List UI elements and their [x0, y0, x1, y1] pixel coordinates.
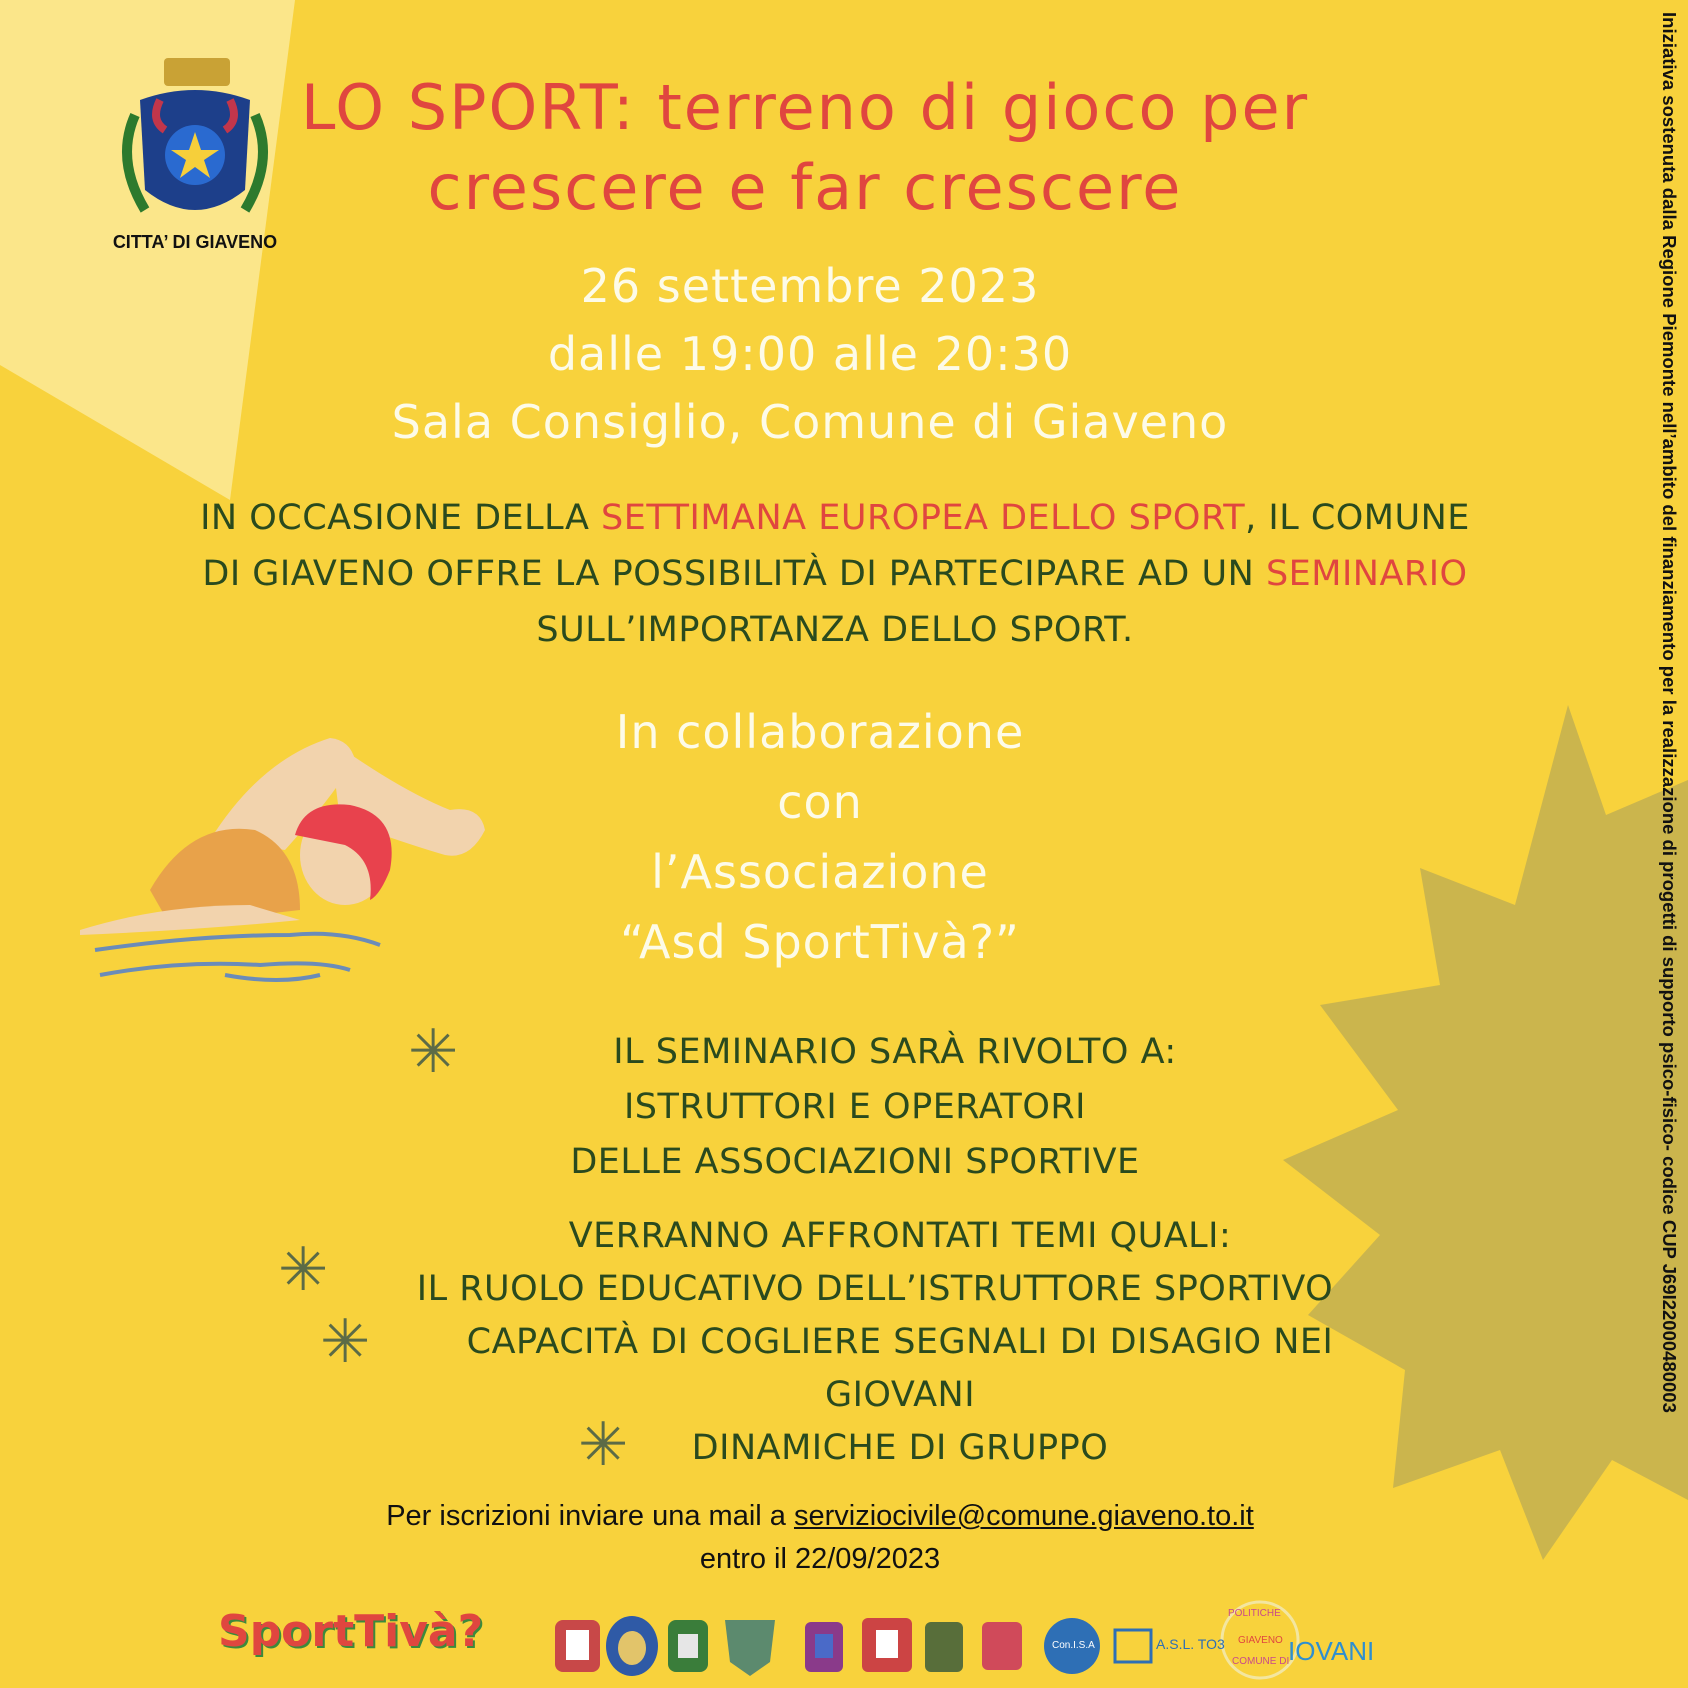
- collab-line-2: con: [777, 775, 863, 829]
- topic-item-3: DINAMICHE DI GRUPPO: [691, 1428, 1109, 1468]
- collab-line-4: “Asd SportTivà?”: [620, 915, 1020, 969]
- sportiva-logo-text: SportTivà?: [218, 1606, 484, 1657]
- municipal-crest-6: [862, 1618, 912, 1672]
- topic-item-2b: GIOVANI: [824, 1375, 976, 1415]
- collab-line-1: In collaborazione: [615, 705, 1025, 759]
- topic-item-2a: CAPACITÀ DI COGLIERE SEGNALI DI DISAGIO NEI: [466, 1322, 1334, 1362]
- title-line-1: LO SPORT: terreno di gioco per: [300, 71, 1310, 144]
- topic-item-1: IL RUOLO EDUCATIVO DELL’ISTRUTTORE SPORTIVO: [416, 1269, 1334, 1309]
- audience-line-3: DELLE ASSOCIAZIONI SPORTIVE: [570, 1142, 1140, 1182]
- intro-paragraph: [185, 490, 1485, 658]
- intro-part-2: , IL COMUNE DI GIAVENO OFFRE LA POSSIBILITÀ DI PARTECIPARE AD UN: [202, 498, 1470, 594]
- audience-block: [380, 1017, 1330, 1190]
- registration-line-1: [220, 1495, 1420, 1538]
- municipal-crest-3: [668, 1620, 708, 1672]
- event-place: Sala Consiglio, Comune di Giaveno: [391, 395, 1229, 449]
- intro-highlight-seminar: SEMINARIO: [1265, 554, 1468, 594]
- swimmer-illustration: [80, 738, 485, 980]
- event-time: dalle 19:00 alle 20:30: [547, 327, 1073, 381]
- topics-block: [270, 1210, 1420, 1480]
- collaboration-block: [460, 697, 1180, 977]
- intro-part-3: SULL’IMPORTANZA DELLO SPORT.: [536, 610, 1134, 650]
- giaveno-label: GIAVENO: [1238, 1635, 1283, 1646]
- title-line-2: crescere e far crescere: [427, 151, 1183, 224]
- asterisk-icon: ✳: [408, 1017, 459, 1087]
- politiche-label: POLITICHE: [1228, 1608, 1281, 1619]
- city-label: CITTA’ DI GIAVENO: [112, 232, 278, 252]
- registration-info: [220, 1495, 1420, 1581]
- consa-logo-label: Con.I.S.A: [1052, 1640, 1095, 1651]
- municipal-crest-7: [925, 1622, 963, 1672]
- audience-line-2: ISTRUTTORI E OPERATORI: [623, 1087, 1087, 1127]
- asterisk-icon: ✳: [278, 1235, 329, 1305]
- event-title: [250, 68, 1360, 228]
- municipal-crest-4: [725, 1620, 775, 1676]
- asl-logo-label: A.S.L. TO3: [1156, 1636, 1225, 1652]
- sportiva-logo: [218, 1606, 538, 1676]
- registration-prefix: Per iscrizioni inviare una mail a: [386, 1500, 794, 1532]
- event-date: 26 settembre 2023: [580, 259, 1040, 313]
- asterisk-icon: ✳: [578, 1410, 629, 1480]
- asterisk-icon: ✳: [320, 1307, 371, 1377]
- municipal-crest-8: [982, 1622, 1022, 1670]
- topics-heading: VERRANNO AFFRONTATI TEMI QUALI:: [568, 1216, 1232, 1256]
- municipal-crest-2: [606, 1616, 658, 1676]
- asl-logo: [1115, 1630, 1151, 1662]
- collab-line-3: l’Associazione: [651, 845, 989, 899]
- event-details: [350, 252, 1270, 456]
- municipal-crest-1: [555, 1620, 600, 1672]
- side-note: Iniziativa sostenuta dalla Regione Piemonte nell’ambito del finanziamento per la realizzazione di progetti di supporto psico-fisico- codice CUP J69I22000480003: [1659, 12, 1680, 1413]
- intro-part-1: IN OCCASIONE DELLA: [200, 498, 602, 538]
- giovani-label: IOVANI: [1288, 1636, 1375, 1666]
- municipal-crest-5: [805, 1622, 843, 1672]
- registration-deadline: entro il 22/09/2023: [699, 1543, 941, 1575]
- intro-highlight-week: SETTIMANA EUROPEA DELLO SPORT: [601, 498, 1246, 538]
- email-link[interactable]: serviziocivile@comune.giaveno.to.it: [793, 1500, 1254, 1532]
- comune-label: COMUNE DI: [1232, 1656, 1290, 1667]
- audience-line-1: IL SEMINARIO SARÀ RIVOLTO A:: [613, 1032, 1177, 1072]
